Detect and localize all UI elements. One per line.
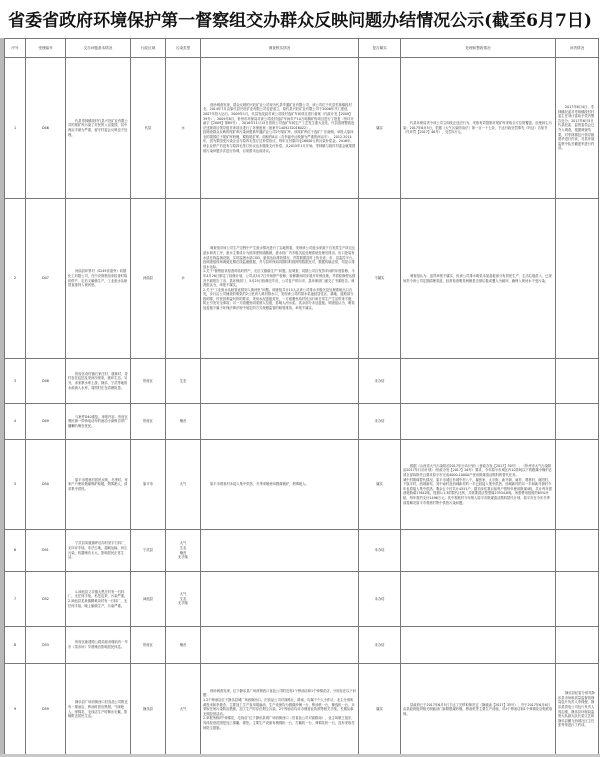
row-issue: 河曲县环景村（S249省道旁）同德化工有限公司，在中央督察组来检查时临时停产，走后又偷偷生产，工业废水从暗管直排到入黄河里。	[66, 199, 131, 359]
row-investigation	[201, 359, 359, 404]
row-code: D47	[26, 199, 66, 359]
row-no: 5	[5, 440, 26, 530]
row-region: 原平市	[131, 440, 166, 530]
row-accountability	[556, 440, 599, 530]
page-title: 省委省政府环境保护第一督察组交办群众反映问题办结情况公示(截至6月7日)	[8, 11, 592, 31]
row-no: 1	[5, 58, 26, 199]
row-handling: 代县环保局责令该公司立即改正违法行为，采取有效措施对尾矿库采取全方位防覆盖，杜绝扬尘污染；2017年6月5日，依据《大气污染防治法》第一百一十七条，下达行政处罚事先（听证）告知书（代环罚【2017】46号），处罚5万元。	[401, 58, 556, 199]
row-accountability	[556, 627, 599, 664]
header-row	[5, 39, 599, 58]
row-accountability	[556, 530, 599, 572]
row-no: 3	[5, 359, 26, 404]
row-issue: 代县枣林镇段村代县兴旺矿业有限公司的尾矿库污染了村民的八亩果园，其中两亩半最为严重，留守村委会反映也不处理。	[66, 58, 131, 199]
row-no: 4	[5, 404, 26, 440]
row-handling: 调查组认为，虽然举报不属实，但该公司排水明渠未加盖板部分有居民生产、生活垃圾混入，已现场责令该公司定期清理渠道，经常检查明渠两侧是否被垃圾或遭人为破坏，确保入黄河水不受污染。	[401, 199, 556, 359]
row-investigation: 原平市观巷村未接入集中供热，冬季采暖使用燃煤锅炉，烟雾呛人。	[201, 440, 359, 530]
row-region: 河曲县	[131, 199, 166, 359]
header-verified: 是否属实	[359, 39, 401, 58]
row-issue: 与案件D40重复。举报内容：忻府区利民街一带骑电动车的流动小商贩自带广播喇叭噪音扰民。	[66, 404, 131, 440]
row-verified: 属实	[359, 664, 401, 756]
row-handling: 县政府已于2017年6月5日下达了关停取缔决定（静政函【2017】35号），并于2017年6月6日由县政府组织相关职能部门拆除燃煤炒锅，榨油机等主要生产设施，对2个榨油店和1个弹棉花店彻底取缔。	[401, 664, 556, 756]
table-row	[5, 359, 599, 404]
row-issue: 静乐县广场西街西口旧食品公司附近有一棉油店，榨油时冒出黑烟，气味呛人；弹棉花，毛线店生产时飘出毛絮，影响附近居民生活。	[66, 664, 131, 756]
row-issue: 宁武县凤凰镇坪后沟村宽宇石料厂，无环评手续，非法占地，超载运输，扬尘污染，机器噪音太大，影响居民正常生活。	[66, 530, 131, 572]
row-region: 忻府区	[131, 627, 166, 664]
table-row	[5, 404, 599, 440]
row-investigation	[201, 572, 359, 627]
header-issue: 交办问题基本情况	[66, 39, 131, 58]
header-type: 污染类型	[166, 39, 201, 58]
row-verified: 未办结	[359, 530, 401, 572]
row-issue: 忻府区奇村镇石家庄村、康林村、奇村存在乱挖乱采河沙现象，破坏生态。另外，米家寨水库上游，静乐、宁武等地的水源流入水库，周围村庄在清理防患。	[66, 359, 131, 404]
table-row	[5, 530, 599, 572]
results-table	[4, 38, 599, 756]
row-region: 忻府区	[131, 359, 166, 404]
row-handling	[401, 572, 556, 627]
header-handling: 处理和整改情况	[401, 39, 556, 58]
row-code: D59	[26, 664, 66, 756]
header-code: 受理编号	[26, 39, 66, 58]
table-row	[5, 199, 599, 359]
row-investigation	[201, 627, 359, 664]
row-region: 神池县	[131, 572, 166, 627]
row-region: 静乐县	[131, 664, 166, 756]
row-investigation: 现场调查发现，群众反映的兴旺矿业公司现为代县华通矿业有限公司，该公司位于代县枣林镇段村北，2014年7月由原代县兴旺矿业有限公司变更成立，原代县兴旺矿业有限公司于2006年开工建设，2007年投入运行。2009年1月，代县发改局对该公司段村选矿车间项目进行备案（代政计发【2009】39号）。2009年8月，忻州市环保局对该公司段村选矿车间年产10万吨精矿粉项目进行了批复（忻环开函字【2009】第85号），2016年11月15日因该公司选矿车间生产工艺发生重大变化，代县清理整改违法违规项目领导组对该项目进行了环保备案（备案号1409232016022）。 经调查群众反映的尾矿库污染问题系华通矿业公司2号尾矿库，该尾矿库位于选矿厂东南侧。举报人原四毛的果园位于尾矿库西侧，紧临尾矿库，面积约8亩（含李福中反映最为严重的两亩半），2012-2014年，因为果园受污染企业与原四毛签订过补偿协议，每年支付原四毛16000元的污染补偿金。2016年，该企业停产后没有与原四毛签订协议也未继续支付补偿。从2015年1月开始，枣林镇与段村村委会就果园被污染问题多次进行协调，目前暂未达成协议。	[201, 58, 359, 199]
row-verified: 未办结	[359, 359, 401, 404]
row-investigation: 现场调查发现，位于静乐县广场西街西口食品公司附近有2个榨油店和1个弹棉花店，分别存在以下问题： 1.2个榨油店位于静乐县城广场西街西口，旧食品公司对面路北，路南，均属于个人小作坊，业主分别叫黄役米和李瑞杰，主要加工生产食用胡麻油，生产设备均为燃煤炒锅一台，榨油机一台，筛选机一台，未采取任何污染防治措施，加工生产时存在烟尘污染。2个榨油店均未办理营业执照等相关手续，长期从事无照经营活动。 2.举报所称的“弹棉花，毛线店”位于静乐县城广场西街西口（旧食品公司对面路南），业主叫做王旭东，具体经营范围是加工棉絮，棉垫。主要生产设备有梳棉机一台，打絮机一台，弹棉花机一台，没有采取任何防尘措施。	[201, 664, 359, 756]
row-code: D51	[26, 530, 66, 572]
row-type: 噪音	[166, 627, 201, 664]
header-region: 行政区域	[131, 39, 166, 58]
row-issue: 原平市观巷村居民反映，冬季时，家家户户使用燃煤锅炉取暖，烟雾呛人，请求集中供热。	[66, 440, 131, 530]
row-code: D50	[26, 440, 66, 530]
row-region: 代县	[131, 58, 166, 199]
row-verified: 属实	[359, 58, 401, 199]
row-handling	[401, 627, 556, 664]
row-verified: 未办结	[359, 572, 401, 627]
row-region: 忻府区	[131, 404, 166, 440]
table-row	[5, 58, 599, 199]
row-verified: 属实	[359, 440, 401, 530]
row-investigation	[201, 530, 359, 572]
row-type: 大气	[166, 664, 201, 756]
row-no: 7	[5, 572, 26, 627]
row-code: D53	[26, 627, 66, 664]
header-no: 序号	[5, 39, 26, 58]
row-issue: 忻府区新建路公路局宿舍楼前有一早市（菜市场）早晨噪音影响居民休息。	[66, 627, 131, 664]
row-investigation	[201, 404, 359, 440]
row-code: D46	[26, 58, 66, 199]
row-no: 9	[5, 664, 26, 756]
row-type: 大气 生态 噪音 无手续	[166, 530, 201, 572]
row-verified: 未办结	[359, 627, 401, 664]
row-type: 大气	[166, 440, 201, 530]
row-code: D49	[26, 404, 66, 440]
row-handling	[401, 359, 556, 404]
row-accountability	[556, 359, 599, 404]
row-code: D52	[26, 572, 66, 627]
row-type: 水	[166, 199, 201, 359]
row-region: 宁武县	[131, 530, 166, 572]
row-no: 2	[5, 199, 26, 359]
row-no: 8	[5, 627, 26, 664]
row-accountability: 静乐县纪委分别对静乐县市场和质量监督管理局包片负责人李保俊，静乐县供电公司包片负责人郭志刚，静乐县环保局监察大队副大队长梁文艺和静乐县鹏飞西城社区主任张秀荣进行了约谈。	[556, 664, 599, 756]
row-accountability	[556, 572, 599, 627]
row-no: 6	[5, 530, 26, 572]
row-type: 水	[166, 58, 201, 199]
row-investigation: 调查组对该公司生产过程中产生废水情况进行了实地察看，发现该公司废水来源于自发蒸生产项目压滤水和洗工序，废水主要成分为低浓度的硫酸钠，废水经厂内多级沉淀处理系统处理后排出，出口处装有水质在线监测设施，实时监测水质COD、氨氮达标排放情况，并将数据及时上传至省、市、县监控平台。经调查组现场调阅近期在线监测数据，并与县环保局同期同时段网络数据比对，数据传输正常，均显示排放水达标。 1.关于“督察组来检查时临时停产，走后又偷偷生产”问题。经调查，同德公司自发蒸车间的年度检修，今年4月26日制定了检修计划，公司从5月7日开始停产检修，检修期间同步展开环保设施，并将检修停运情况书面报告了市、县环保部门，5月25日检修完毕后，公司复产时向市、县环保部门递交了书面报告。调查组认为，举报不属实。 2.关于“工业废水从暗管直排到入黄河里”问题。调查组共计15人从该公司排水多级沉淀处理系统出口自发，步行沿公司铺设的明渠约2公里到入黄河排水口，发现该公司的排水渠途经居住区、耕地、道路部分段明排，村民因利益纠纷的要求，采用水泥盖板封死，一方面避免给村民出行和日常生产生活带来不便，防止引发安全事故；另一方面避免明渠被人拉圾，影响人河水质。其余部分未加盖板。调查组认为，明渠加盖板不属于环保法律法规中规定的方式规避监管的暗管排放，举报不属实。	[201, 199, 359, 359]
row-accountability: 2017年6月4日，枣林镇纪委对枣林镇段村村委主任刘计富给予党内警告处分；2017年6月5日代县纪委、监察委员会已介入调查，根据调查结果，对枣林镇包片领导姚建华进行约谈，对县环境监察中队长戴建军进行约谈。	[556, 58, 599, 199]
row-handling	[401, 530, 556, 572]
row-type: 大气 生态 无手续	[166, 572, 201, 627]
table-row	[5, 627, 599, 664]
row-accountability	[556, 404, 599, 440]
table-row	[5, 664, 599, 756]
row-type: 生态	[166, 359, 201, 404]
row-verified: 未办结	[359, 404, 401, 440]
row-accountability	[556, 199, 599, 359]
row-handling: 根据《山西省大气污染防治2017年行动计划》（晋政办发【2017】30号）、《忻州市大气污染防治2017年行动计划》（忻政办发【2017】26号）要求，今年原平市城区内10蒸吨以下的燃煤小锅炉必须全部拆除并且要求原平市完成4000-10000户民用散煤清洁燃料的替代任务。 城中村散煤替代情况。原平市城区有城中村八个，属张家、太平街、新马街、南村、观巷村、南阳村、下原平村、西城新村。其中南村及西城新村的一半已经接入集中供热，西城新村的另一半和新马街村今年也将接入集中供热。剩余五个村共计4551户，据初步估算目前每户按每年使用散煤4吨，共计每年需消耗散煤17642吨，按照1:1.3的替代比例，共需要清洁型型煤23534.6吨，所需费用按照约65%补贴，每年需约支付1496万元。其中观巷村今年纳入原平市散煤清洁燃料替代计划，原平市在今年冬季前将解决原平市观巷村集中供热污染问题。	[401, 440, 556, 530]
row-issue: 1.神池县义井镇大黑庄村有一石料厂，无任何手续，私挖乱采，污染严重。 2.神池县龙泉镇柳黄沟村有一石料厂，无任何手续，晚上偷偷生产，污染严重。	[66, 572, 131, 627]
table-row	[5, 572, 599, 627]
row-type: 噪音	[166, 404, 201, 440]
row-code: D48	[26, 359, 66, 404]
header-investigation: 调查核实情况	[201, 39, 359, 58]
table-row	[5, 440, 599, 530]
row-verified: 不属实	[359, 199, 401, 359]
row-handling	[401, 404, 556, 440]
header-accountability: 问责情况	[556, 39, 599, 58]
